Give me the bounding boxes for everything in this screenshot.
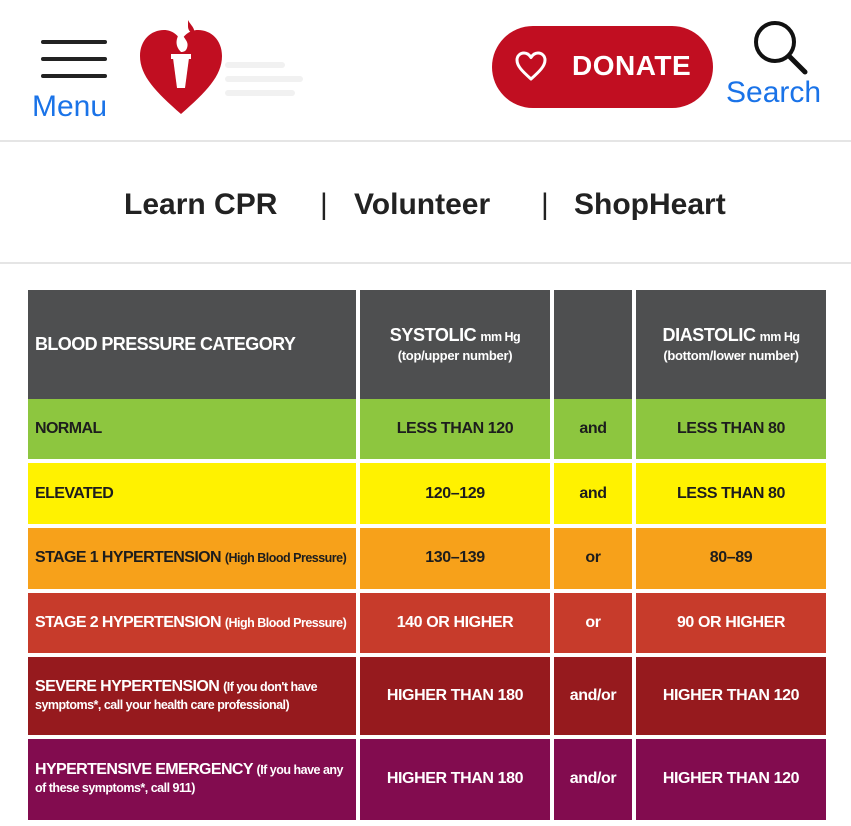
header-category: BLOOD PRESSURE CATEGORY [28, 290, 360, 399]
diastolic-cell: 90 OR HIGHER [636, 593, 826, 658]
category-label: SEVERE HYPERTENSION [35, 677, 220, 695]
connector-cell: or [554, 528, 636, 593]
systolic-cell: 140 OR HIGHER [360, 593, 554, 658]
systolic-cell: HIGHER THAN 180 [360, 657, 554, 738]
category-cell [28, 593, 360, 658]
donate-label: DONATE [572, 50, 692, 81]
blood-pressure-table [28, 290, 826, 820]
connector-cell: or [554, 593, 636, 658]
hamburger-icon-bar [41, 57, 107, 61]
secondary-nav [0, 142, 851, 264]
diastolic-cell: LESS THAN 80 [636, 463, 826, 528]
category-note: (High Blood Pressure) [224, 615, 347, 630]
donate-button[interactable] [492, 26, 713, 108]
hamburger-icon-bar [41, 40, 107, 44]
search-label: Search [726, 76, 822, 109]
heart-icon [514, 50, 548, 82]
table-row [28, 399, 826, 464]
category-cell [28, 399, 360, 464]
header-systolic-unit: mm Hg [480, 330, 521, 345]
category-label: HYPERTENSIVE EMERGENCY [35, 761, 253, 779]
category-note: (High Blood Pressure) [224, 551, 347, 566]
category-cell [28, 739, 360, 820]
diastolic-cell: HIGHER THAN 120 [636, 739, 826, 820]
header-diastolic [636, 290, 826, 399]
category-cell [28, 463, 360, 528]
header-systolic [360, 290, 554, 399]
diastolic-cell: LESS THAN 80 [636, 399, 826, 464]
connector-cell: and [554, 463, 636, 528]
table-row [28, 463, 826, 528]
category-label: STAGE 1 HYPERTENSION [35, 549, 221, 567]
header-systolic-label: SYSTOLIC [389, 325, 477, 346]
connector-cell: and/or [554, 657, 636, 738]
connector-cell: and/or [554, 739, 636, 820]
nav-link-learn-cpr[interactable]: Learn CPR [124, 188, 278, 221]
connector-cell: and [554, 399, 636, 464]
nav-link-volunteer[interactable]: Volunteer [354, 188, 491, 221]
blood-pressure-chart [28, 290, 826, 820]
heart-torch-logo-icon[interactable] [136, 18, 226, 118]
nav-separator: | [541, 188, 549, 221]
category-label: NORMAL [35, 419, 102, 437]
nav-link-shopheart[interactable]: ShopHeart [574, 188, 726, 221]
category-label: ELEVATED [35, 484, 114, 502]
systolic-cell: HIGHER THAN 180 [360, 739, 554, 820]
systolic-cell: 120–129 [360, 463, 554, 528]
category-cell [28, 528, 360, 593]
systolic-cell: 130–139 [360, 528, 554, 593]
table-header-row [28, 290, 826, 399]
header-systolic-note: (top/upper number) [397, 348, 513, 364]
header-diastolic-unit: mm Hg [759, 330, 800, 345]
hamburger-icon-bar [41, 74, 107, 78]
table-row [28, 528, 826, 593]
site-header [0, 0, 851, 142]
category-note: (If you don't have symptoms*, call your health care professional) [35, 679, 318, 712]
search-icon [750, 18, 810, 76]
logo-wordmark [225, 62, 305, 102]
category-note: (If you have any of these symptoms*, call 911) [35, 763, 344, 796]
search-button[interactable] [724, 18, 834, 113]
menu-button[interactable] [32, 36, 122, 128]
menu-label: Menu [32, 90, 108, 123]
category-cell [28, 657, 360, 738]
table-row [28, 739, 826, 820]
category-label: STAGE 2 HYPERTENSION [35, 613, 221, 631]
diastolic-cell: 80–89 [636, 528, 826, 593]
header-connector [554, 290, 636, 399]
nav-separator: | [320, 188, 328, 221]
header-diastolic-label: DIASTOLIC [662, 325, 756, 346]
table-row [28, 593, 826, 658]
table-row [28, 657, 826, 738]
header-diastolic-note: (bottom/lower number) [663, 348, 799, 364]
systolic-cell: LESS THAN 120 [360, 399, 554, 464]
diastolic-cell: HIGHER THAN 120 [636, 657, 826, 738]
